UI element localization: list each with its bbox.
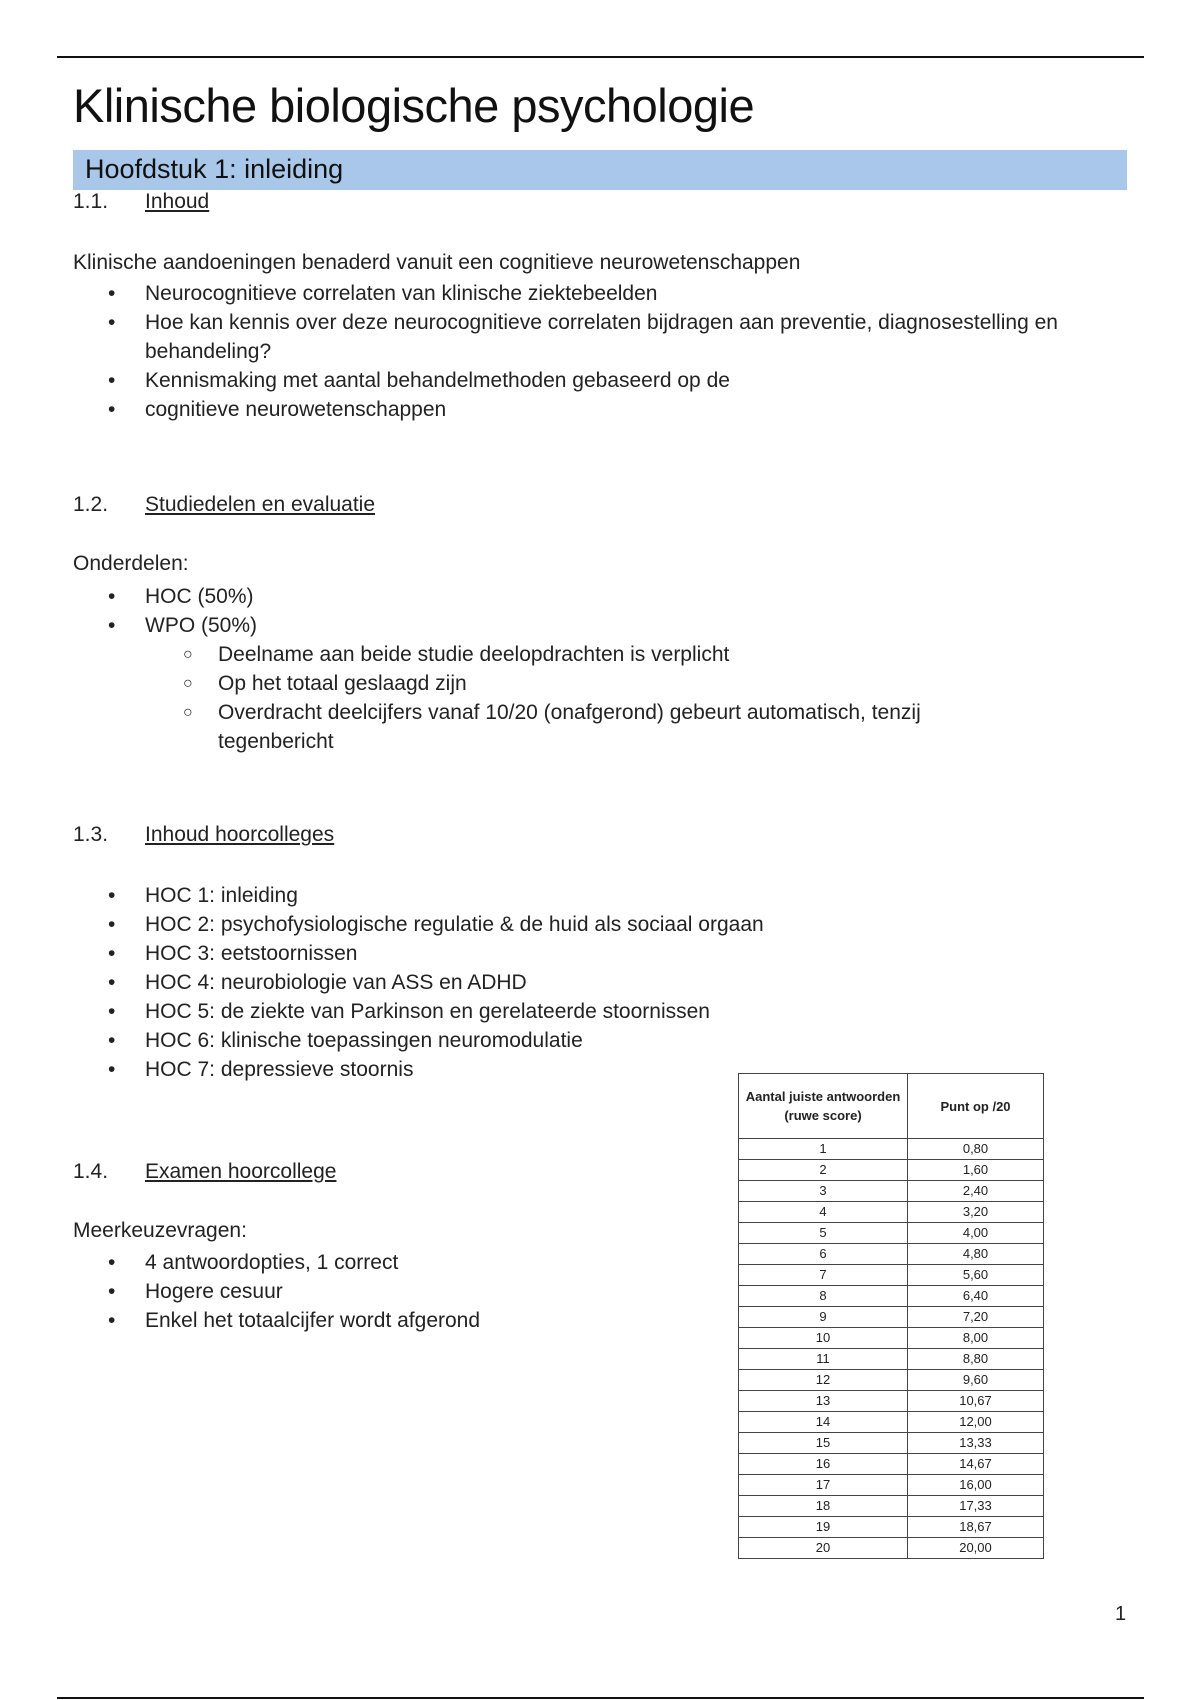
points-cell: 14,67 bbox=[908, 1454, 1044, 1475]
list-item: • HOC (50%) bbox=[73, 582, 1073, 611]
points-cell: 1,60 bbox=[908, 1160, 1044, 1181]
section-number: 1.1. bbox=[73, 190, 109, 213]
bullet-icon: • bbox=[108, 1029, 116, 1052]
sub-list-item: ○ Overdracht deelcijfers vanaf 10/20 (onafgerond) gebeurt automatisch, tenzij tegenbericht bbox=[73, 698, 1008, 756]
table-row bbox=[739, 1244, 1044, 1265]
raw-score-cell: 15 bbox=[739, 1433, 908, 1454]
document-title: Klinische biologische psychologie bbox=[73, 79, 755, 132]
list-item: • 4 antwoordopties, 1 correct bbox=[73, 1248, 633, 1277]
list-item: • HOC 4: neurobiologie van ASS en ADHD bbox=[73, 968, 873, 997]
points-cell: 16,00 bbox=[908, 1475, 1044, 1496]
sub-bullet-list bbox=[145, 640, 1073, 756]
circle-bullet-icon: ○ bbox=[183, 704, 193, 721]
points-cell: 12,00 bbox=[908, 1412, 1044, 1433]
points-cell: 10,67 bbox=[908, 1391, 1044, 1412]
table-row bbox=[739, 1328, 1044, 1349]
sub-list-item: ○ Deelname aan beide studie deelopdrachten is verplicht bbox=[73, 640, 1073, 669]
table-row bbox=[739, 1391, 1044, 1412]
raw-score-cell: 18 bbox=[739, 1496, 908, 1517]
section-heading-hoorcolleges bbox=[73, 823, 334, 847]
table-body bbox=[739, 1139, 1044, 1559]
section-title: Inhoud hoorcolleges bbox=[145, 823, 335, 846]
points-cell: 20,00 bbox=[908, 1538, 1044, 1559]
list-item: • Neurocognitieve correlaten van klinische ziektebeelden bbox=[73, 279, 1133, 308]
list-item: • Hoe kan kennis over deze neurocognitieve correlaten bijdragen aan preventie, diagnosestelling en behandeling? bbox=[73, 308, 1133, 366]
raw-score-cell: 7 bbox=[739, 1265, 908, 1286]
list-item: • Kennismaking met aantal behandelmethoden gebaseerd op de bbox=[73, 366, 1133, 395]
raw-score-cell: 2 bbox=[739, 1160, 908, 1181]
bullet-icon: • bbox=[108, 282, 116, 305]
bullet-list-examen bbox=[73, 1248, 633, 1335]
bullet-icon: • bbox=[108, 1058, 116, 1081]
table-row bbox=[739, 1307, 1044, 1328]
table-row bbox=[739, 1475, 1044, 1496]
points-cell: 8,00 bbox=[908, 1328, 1044, 1349]
table-row bbox=[739, 1496, 1044, 1517]
section-heading-examen bbox=[73, 1160, 336, 1184]
raw-score-cell: 19 bbox=[739, 1517, 908, 1538]
section-title: Examen hoorcollege bbox=[145, 1160, 337, 1183]
table-header-row bbox=[739, 1074, 1044, 1139]
raw-score-cell: 3 bbox=[739, 1181, 908, 1202]
points-cell: 6,40 bbox=[908, 1286, 1044, 1307]
bullet-icon: • bbox=[108, 884, 116, 907]
points-cell: 13,33 bbox=[908, 1433, 1044, 1454]
raw-score-cell: 16 bbox=[739, 1454, 908, 1475]
points-cell: 5,60 bbox=[908, 1265, 1044, 1286]
table-row bbox=[739, 1202, 1044, 1223]
table-row bbox=[739, 1412, 1044, 1433]
raw-score-cell: 11 bbox=[739, 1349, 908, 1370]
section-heading-inhoud bbox=[73, 190, 209, 214]
list-item: • HOC 6: klinische toepassingen neuromodulatie bbox=[73, 1026, 873, 1055]
list-item: • HOC 5: de ziekte van Parkinson en gerelateerde stoornissen bbox=[73, 997, 873, 1026]
table-row bbox=[739, 1349, 1044, 1370]
list-item: • HOC 2: psychofysiologische regulatie & de huid als sociaal orgaan bbox=[73, 910, 873, 939]
circle-bullet-icon: ○ bbox=[183, 646, 193, 663]
section-intro: Onderdelen: bbox=[73, 552, 189, 575]
chapter-heading-bar bbox=[73, 150, 1127, 190]
raw-score-cell: 13 bbox=[739, 1391, 908, 1412]
section-title: Studiedelen en evaluatie bbox=[145, 493, 376, 516]
section-heading-studiedelen bbox=[73, 493, 375, 517]
points-cell: 9,60 bbox=[908, 1370, 1044, 1391]
table-row bbox=[739, 1433, 1044, 1454]
raw-score-cell: 17 bbox=[739, 1475, 908, 1496]
raw-score-cell: 10 bbox=[739, 1328, 908, 1349]
raw-score-cell: 4 bbox=[739, 1202, 908, 1223]
list-item: • Hogere cesuur bbox=[73, 1277, 633, 1306]
raw-score-cell: 5 bbox=[739, 1223, 908, 1244]
section-number: 1.2. bbox=[73, 493, 109, 516]
points-cell: 3,20 bbox=[908, 1202, 1044, 1223]
bullet-icon: • bbox=[108, 311, 116, 334]
score-conversion-table bbox=[738, 1073, 1044, 1559]
raw-score-cell: 9 bbox=[739, 1307, 908, 1328]
bullet-icon: • bbox=[108, 1280, 116, 1303]
bullet-icon: • bbox=[108, 971, 116, 994]
list-item: • HOC 3: eetstoornissen bbox=[73, 939, 873, 968]
points-cell: 4,80 bbox=[908, 1244, 1044, 1265]
raw-score-cell: 14 bbox=[739, 1412, 908, 1433]
points-cell: 7,20 bbox=[908, 1307, 1044, 1328]
bullet-icon: • bbox=[108, 942, 116, 965]
raw-score-cell: 6 bbox=[739, 1244, 908, 1265]
points-cell: 18,67 bbox=[908, 1517, 1044, 1538]
list-item: • HOC 1: inleiding bbox=[73, 881, 873, 910]
list-item: • Enkel het totaalcijfer wordt afgerond bbox=[73, 1306, 633, 1335]
circle-bullet-icon: ○ bbox=[183, 675, 193, 692]
bullet-icon: • bbox=[108, 1309, 116, 1332]
table-row bbox=[739, 1181, 1044, 1202]
points-cell: 8,80 bbox=[908, 1349, 1044, 1370]
bullet-list-onderdelen bbox=[73, 582, 1073, 756]
table-row bbox=[739, 1454, 1044, 1475]
raw-score-cell: 1 bbox=[739, 1139, 908, 1160]
table-row bbox=[739, 1538, 1044, 1559]
section-title: Inhoud bbox=[145, 190, 210, 213]
section-number: 1.3. bbox=[73, 823, 109, 846]
points-cell: 4,00 bbox=[908, 1223, 1044, 1244]
sub-list-item: ○ Op het totaal geslaagd zijn bbox=[73, 669, 1073, 698]
table-row bbox=[739, 1286, 1044, 1307]
table-row bbox=[739, 1223, 1044, 1244]
list-item: • WPO (50%) ○ Deelname aan beide studie deelopdrachten is verplicht ○ Op het totaal geslaagd zijn ○ Overdracht deelcijfers vanaf 10/20 (onafgerond) gebeurt automatisch, tenzij tegenbericht bbox=[73, 611, 1073, 756]
points-cell: 0,80 bbox=[908, 1139, 1044, 1160]
section-intro: Meerkeuzevragen: bbox=[73, 1219, 247, 1242]
bullet-icon: • bbox=[108, 398, 116, 421]
bullet-icon: • bbox=[108, 1251, 116, 1274]
points-cell: 2,40 bbox=[908, 1181, 1044, 1202]
raw-score-cell: 20 bbox=[739, 1538, 908, 1559]
raw-score-cell: 12 bbox=[739, 1370, 908, 1391]
list-item: • HOC 7: depressieve stoornis bbox=[73, 1055, 873, 1084]
table-row bbox=[739, 1139, 1044, 1160]
bullet-icon: • bbox=[108, 913, 116, 936]
raw-score-cell: 8 bbox=[739, 1286, 908, 1307]
list-item: • cognitieve neurowetenschappen bbox=[73, 395, 1133, 424]
bullet-icon: • bbox=[108, 614, 116, 637]
page-number: 1 bbox=[1115, 1603, 1127, 1625]
table-header-points: Punt op /20 bbox=[908, 1074, 1044, 1139]
bullet-icon: • bbox=[108, 1000, 116, 1023]
bullet-icon: • bbox=[108, 369, 116, 392]
table-header-raw-score: Aantal juiste antwoorden (ruwe score) bbox=[739, 1074, 908, 1139]
bullet-icon: • bbox=[108, 585, 116, 608]
chapter-heading: Hoofdstuk 1: inleiding bbox=[85, 154, 344, 184]
section-number: 1.4. bbox=[73, 1160, 109, 1183]
bullet-list-inhoud bbox=[73, 279, 1133, 424]
table-row bbox=[739, 1265, 1044, 1286]
table-row bbox=[739, 1160, 1044, 1181]
table-row bbox=[739, 1517, 1044, 1538]
points-cell: 17,33 bbox=[908, 1496, 1044, 1517]
top-rule bbox=[57, 56, 1144, 58]
section-intro: Klinische aandoeningen benaderd vanuit een cognitieve neurowetenschappen bbox=[73, 251, 801, 274]
table-row bbox=[739, 1370, 1044, 1391]
bullet-list-hoorcolleges bbox=[73, 881, 873, 1084]
bottom-rule bbox=[57, 1697, 1144, 1699]
